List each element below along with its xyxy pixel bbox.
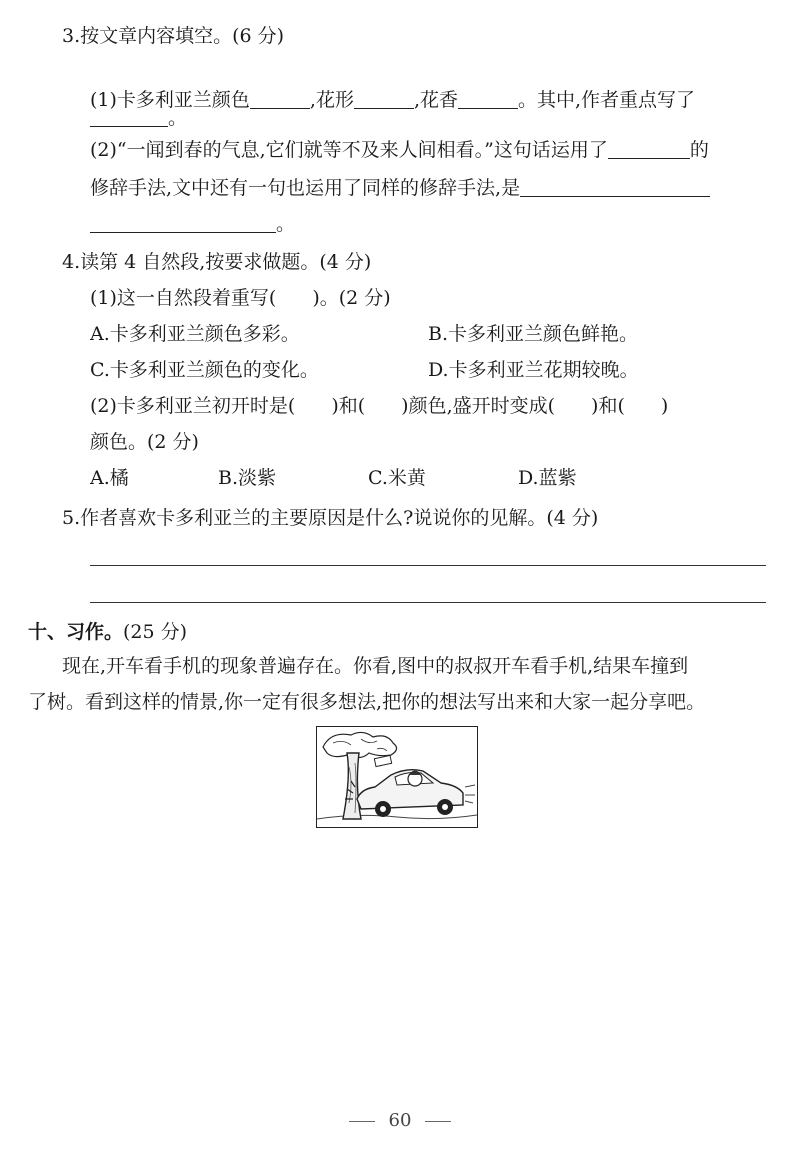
blank-sentence-1[interactable]: [520, 177, 710, 197]
q3-p2-text-b: 的: [689, 139, 709, 161]
q4-sub2: [90, 394, 668, 418]
q4-sub2-text-c: )颜色,盛开时变成(: [401, 395, 556, 417]
q3-part2-line3: [90, 212, 295, 236]
q4-choice-a: A.橘: [90, 467, 129, 489]
q4-choice-c: C.米黄: [368, 467, 426, 489]
q3-p1-text-c: ,花香: [413, 89, 459, 111]
car-crash-drawing: [317, 727, 477, 827]
section10-title: 十、习作。: [28, 621, 124, 643]
section10-para-line1: 现在,开车看手机的现象普遍存在。你看,图中的叔叔开车看手机,结果车撞到: [62, 655, 689, 677]
q3-p2-end: 。: [276, 213, 296, 235]
section10-para-line2: 了树。看到这样的情景,你一定有很多想法,把你的想法写出来和大家一起分享吧。: [28, 691, 706, 713]
section10-score: (25 分): [123, 621, 188, 643]
q3-p2-text-c: 修辞手法,文中还有一句也运用了同样的修辞手法,是: [90, 177, 521, 199]
section10-heading: [28, 620, 187, 644]
q4-option-c: C.卡多利亚兰颜色的变化。: [90, 359, 319, 381]
q4-title: 4.读第 4 自然段,按要求做题。(4 分): [62, 251, 372, 273]
q4-sub2-line2: 颜色。(2 分): [90, 431, 199, 453]
car-crash-illustration: [316, 726, 478, 828]
q4-sub1-text-a: (1)这一自然段着重写(: [90, 287, 277, 309]
blank-shape[interactable]: [354, 89, 414, 109]
q3-p1-end: 。: [168, 107, 188, 129]
footer-dash-left: [349, 1121, 375, 1122]
q4-option-d: D.卡多利亚兰花期较晚。: [428, 359, 639, 381]
q3-p1-text-d: 。其中,作者重点写了: [518, 89, 696, 111]
q4-sub2-text-e: ): [660, 395, 669, 417]
q3-title: 3.按文章内容填空。(6 分): [62, 25, 285, 47]
blank-focus[interactable]: [90, 107, 168, 127]
blank-smell[interactable]: [458, 89, 518, 109]
q3-p1-text-a: (1)卡多利亚兰颜色: [90, 89, 250, 111]
answer-line-2[interactable]: [90, 602, 766, 603]
q3-p2-text-a: (2)“一闻到春的气息,它们就等不及来人间相看。”这句话运用了: [90, 139, 608, 161]
answer-line-1[interactable]: [90, 565, 766, 566]
q4-sub1-text-b: )。(2 分): [312, 287, 391, 309]
q4-sub2-text-d: )和(: [591, 395, 625, 417]
q4-choice-b: B.淡紫: [218, 467, 277, 489]
page-number: 60: [388, 1110, 412, 1131]
footer-dash-right: [425, 1121, 451, 1122]
q4-sub2-text-a: (2)卡多利亚兰初开时是(: [90, 395, 296, 417]
q4-option-b: B.卡多利亚兰颜色鲜艳。: [428, 323, 639, 345]
q4-sub2-text-b: )和(: [331, 395, 366, 417]
q3-part2-line2: [90, 176, 710, 200]
q4-option-a: A.卡多利亚兰颜色多彩。: [90, 323, 300, 345]
q5-title: 5.作者喜欢卡多利亚兰的主要原因是什么?说说你的见解。(4 分): [62, 507, 599, 529]
q3-part1-line2: [90, 106, 187, 130]
blank-color[interactable]: [250, 89, 310, 109]
page-footer: [0, 1110, 800, 1131]
q3-p1-text-b: ,花形: [309, 89, 354, 111]
blank-rhetoric[interactable]: [608, 139, 690, 159]
q4-sub1: [90, 286, 391, 310]
blank-sentence-2[interactable]: [90, 213, 276, 233]
q4-choice-d: D.蓝紫: [518, 467, 577, 489]
q3-part2-line1: [90, 138, 709, 162]
